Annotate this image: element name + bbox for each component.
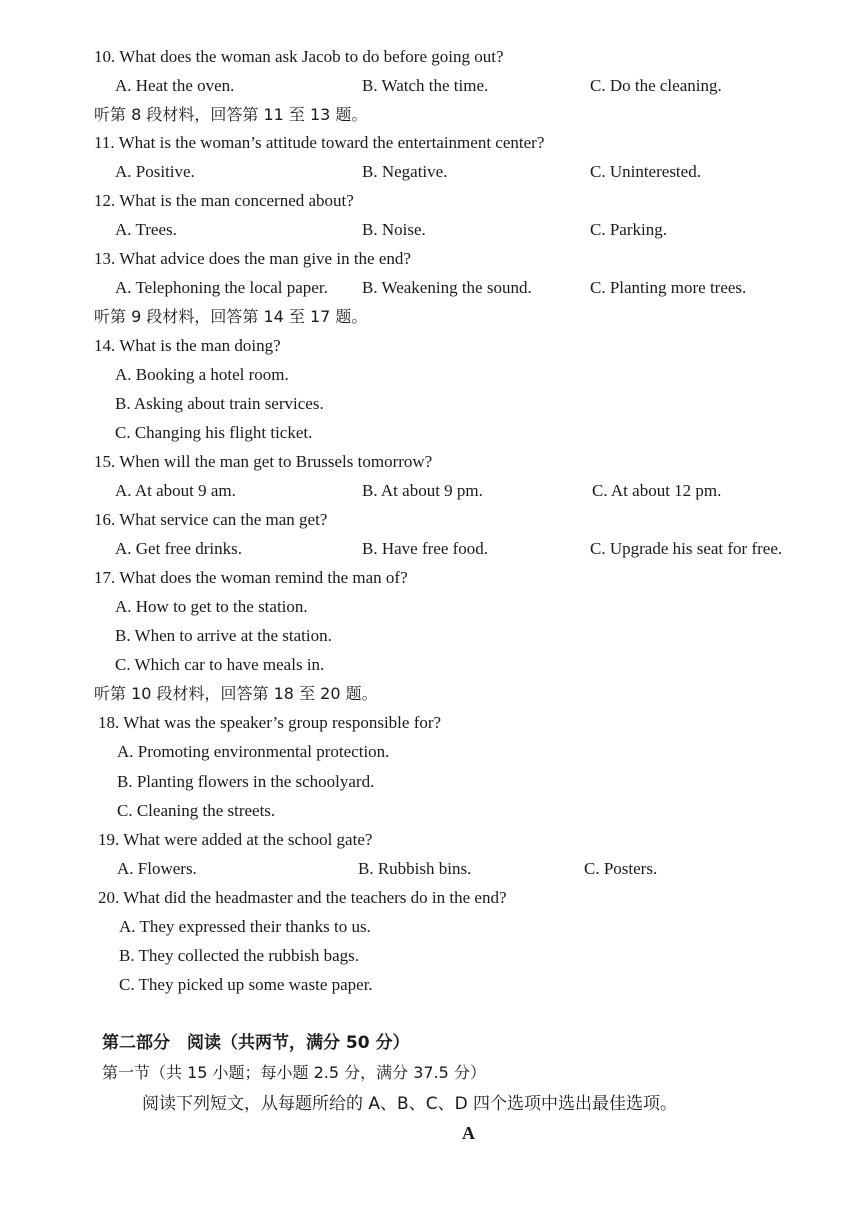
option-20c: C. They picked up some waste paper. — [119, 975, 373, 994]
option-18a: A. Promoting environmental protection. — [117, 742, 390, 761]
question-20: 20. What did the headmaster and the teachers do in the end? — [98, 888, 507, 907]
question-12: 12. What is the man concerned about? — [94, 191, 354, 210]
option-20a: A. They expressed their thanks to us. — [119, 917, 371, 936]
option-17a: A. How to get to the station. — [115, 597, 308, 616]
option-19b: B. Rubbish bins. — [358, 859, 472, 878]
section-2-instruction: 阅读下列短文，从每题所给的 A、B、C、D 四个选项中选出最佳选项。 — [142, 1094, 678, 1114]
option-15b: B. At about 9 pm. — [362, 481, 483, 500]
option-12b: B. Noise. — [362, 220, 426, 239]
question-18: 18. What was the speaker’s group responsible for? — [98, 713, 442, 732]
question-13: 13. What advice does the man give in the end? — [94, 249, 411, 268]
question-16: 16. What service can the man get? — [94, 510, 328, 529]
question-14: 14. What is the man doing? — [94, 336, 281, 355]
option-13c: C. Planting more trees. — [590, 278, 747, 297]
option-11b: B. Negative. — [362, 162, 448, 181]
question-17: 17. What does the woman remind the man of? — [94, 568, 408, 587]
question-11: 11. What is the woman’s attitude toward the entertainment center? — [94, 133, 545, 152]
option-13a: A. Telephoning the local paper. — [115, 278, 328, 297]
section-header-part9: 听第 9 段材料，回答第 14 至 17 题。 — [94, 307, 368, 326]
option-11c: C. Uninterested. — [590, 162, 701, 181]
option-15a: A. At about 9 am. — [115, 481, 236, 500]
option-18b: B. Planting flowers in the schoolyard. — [117, 772, 375, 791]
section-2-subtitle: 第一节（共 15 小题；每小题 2.5 分，满分 37.5 分） — [102, 1063, 486, 1082]
section-header-part10: 听第 10 段材料，回答第 18 至 20 题。 — [94, 684, 378, 703]
option-16c: C. Upgrade his seat for free. — [590, 539, 783, 558]
option-14b: B. Asking about train services. — [115, 394, 324, 413]
option-13b: B. Weakening the sound. — [362, 278, 532, 297]
question-15: 15. When will the man get to Brussels tomorrow? — [94, 452, 433, 471]
option-12a: A. Trees. — [115, 220, 177, 239]
option-20b: B. They collected the rubbish bags. — [119, 946, 359, 965]
question-10: 10. What does the woman ask Jacob to do before going out? — [94, 47, 504, 66]
option-14a: A. Booking a hotel room. — [115, 365, 289, 384]
option-10b: B. Watch the time. — [362, 76, 489, 95]
option-18c: C. Cleaning the streets. — [117, 801, 276, 820]
passage-label: A — [462, 1123, 475, 1143]
option-10a: A. Heat the oven. — [115, 76, 235, 95]
option-11a: A. Positive. — [115, 162, 195, 181]
option-15c: C. At about 12 pm. — [592, 481, 722, 500]
section-2-title: 第二部分 阅读（共两节，满分 50 分） — [102, 1033, 410, 1053]
option-16b: B. Have free food. — [362, 539, 489, 558]
option-10c: C. Do the cleaning. — [590, 76, 722, 95]
section-header-part8: 听第 8 段材料，回答第 11 至 13 题。 — [94, 105, 368, 124]
option-19a: A. Flowers. — [117, 859, 197, 878]
option-12c: C. Parking. — [590, 220, 667, 239]
question-19: 19. What were added at the school gate? — [98, 830, 373, 849]
option-17c: C. Which car to have meals in. — [115, 655, 325, 674]
option-17b: B. When to arrive at the station. — [115, 626, 332, 645]
option-16a: A. Get free drinks. — [115, 539, 242, 558]
option-14c: C. Changing his flight ticket. — [115, 423, 313, 442]
option-19c: C. Posters. — [584, 859, 658, 878]
